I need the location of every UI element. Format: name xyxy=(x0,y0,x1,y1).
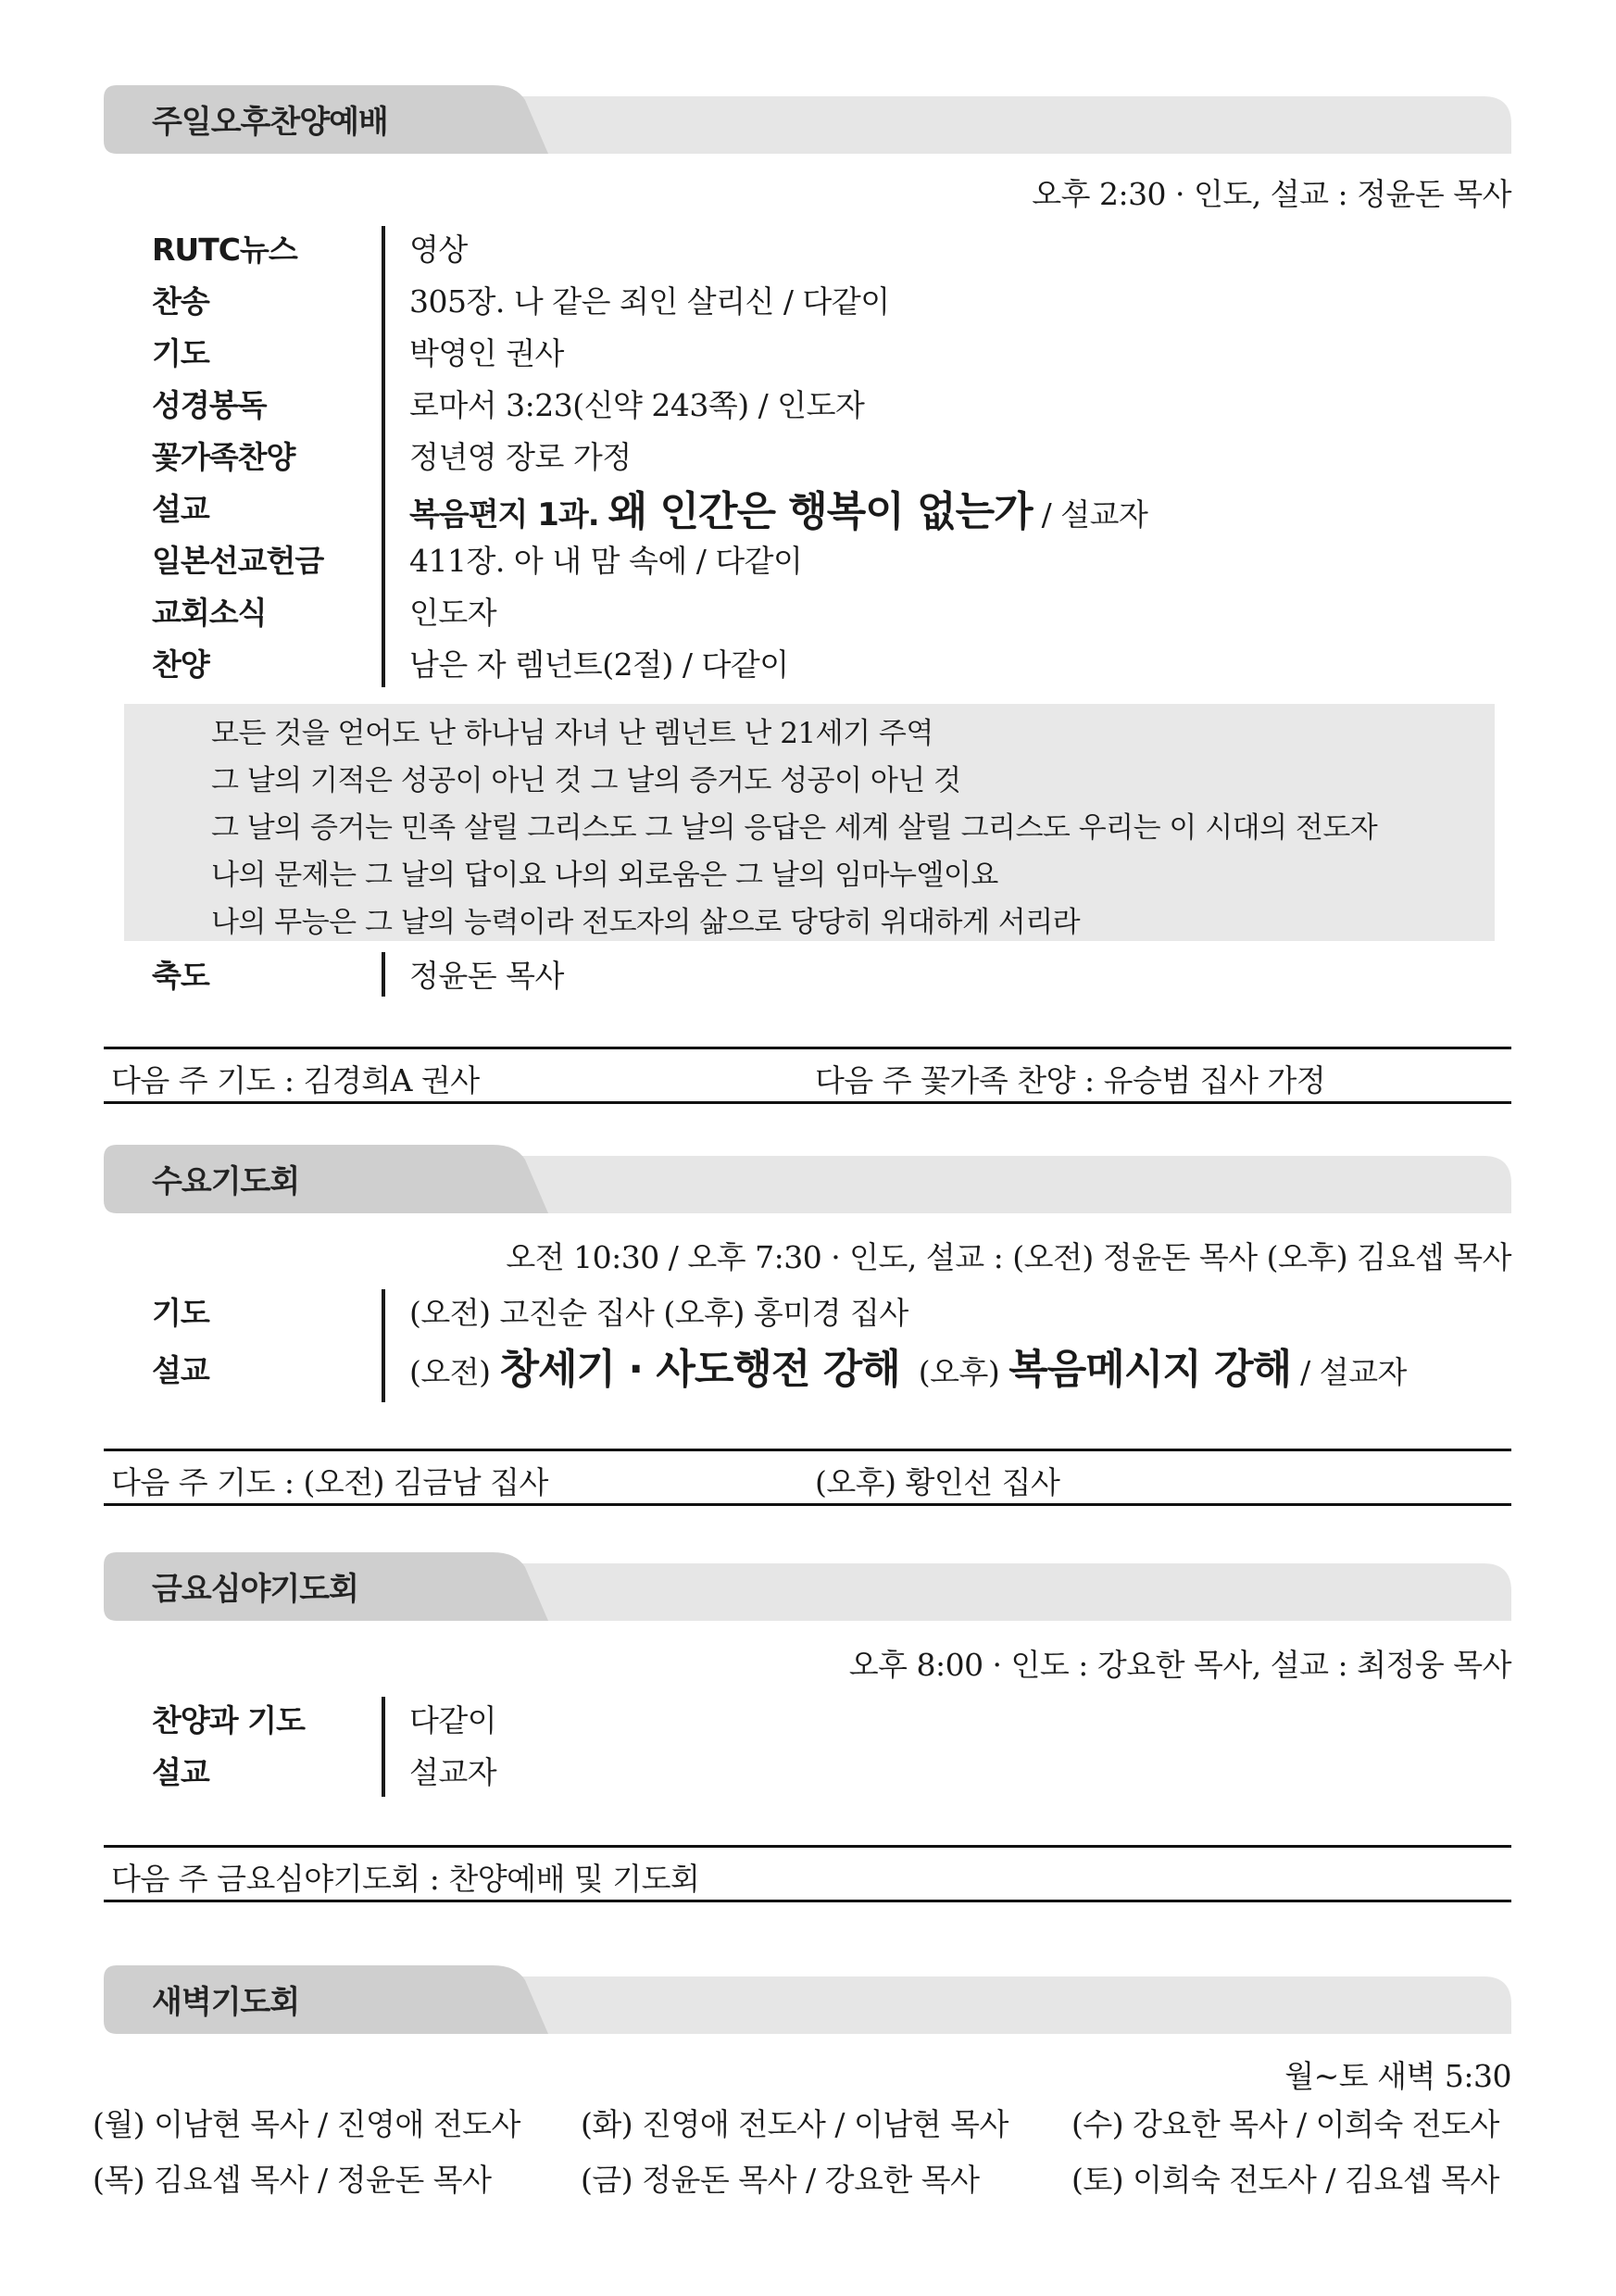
sermon-preacher: / 설교자 xyxy=(1300,1354,1407,1390)
service-info: 오후 2:30 · 인도, 설교 : 정윤돈 목사 xyxy=(1032,176,1511,212)
next-prayer: 다음 주 기도 : 김경희A 권사 xyxy=(111,1062,480,1098)
order-row xyxy=(104,1741,1511,1793)
order-row xyxy=(104,530,1511,582)
order-row xyxy=(104,1282,1511,1334)
lyric-line: 그 날의 증거는 민족 살릴 그리스도 그 날의 응답은 세계 살릴 그리스도 우리는 이 시대의 전도자 xyxy=(211,811,1378,845)
row-label: 꽃가족찬양 xyxy=(152,439,295,475)
lyrics-box xyxy=(124,704,1495,941)
row-label: 교회소식 xyxy=(152,595,267,631)
section-title: 금요심야기도회 xyxy=(152,1571,358,1608)
row-value: 정년영 장로 가정 xyxy=(409,439,632,475)
dawn-schedule-item: (토) 이희숙 전도사 / 김요셉 목사 xyxy=(1071,2162,1499,2198)
wednesday-banner xyxy=(104,1141,1511,1213)
order-row xyxy=(104,270,1511,322)
next-week-bar xyxy=(104,1449,1511,1506)
service-info: 오전 10:30 / 오후 7:30 · 인도, 설교 : (오전) 정윤돈 목사 (오후) 김요셉 목사 xyxy=(506,1239,1511,1275)
lyric-line: 그 날의 기적은 성공이 아닌 것 그 날의 증거도 성공이 아닌 것 xyxy=(211,764,961,797)
order-row xyxy=(104,374,1511,426)
row-value: 영상 xyxy=(409,232,468,268)
lyric-line: 나의 문제는 그 날의 답이요 나의 외로움은 그 날의 임마누엘이요 xyxy=(211,859,998,892)
section-title: 새벽기도회 xyxy=(152,1984,300,2021)
row-label: 찬양과 기도 xyxy=(152,1702,305,1738)
row-label: 설교 xyxy=(152,491,209,527)
order-row xyxy=(104,945,1511,997)
service-info: 월~토 새벽 5:30 xyxy=(1284,2058,1511,2094)
sermon-preacher: / 설교자 xyxy=(1041,496,1148,533)
am-tag: (오전) xyxy=(409,1354,491,1390)
pm-tag: (오후) xyxy=(918,1354,1000,1390)
dawn-schedule-item: (금) 정윤돈 목사 / 강요한 목사 xyxy=(581,2162,980,2198)
row-label: 성경봉독 xyxy=(152,387,267,423)
sunday-section xyxy=(104,82,1511,1110)
dawn-section xyxy=(93,1962,1511,2277)
order-row xyxy=(104,478,1511,535)
order-row xyxy=(104,634,1511,685)
row-value: (오전) 고진순 집사 (오후) 홍미경 집사 xyxy=(409,1295,908,1331)
pm-sermon-title: 복음메시지 강해 xyxy=(1008,1346,1292,1393)
row-value: 411장. 아 내 맘 속에 / 다같이 xyxy=(409,543,803,579)
dawn-schedule-item: (수) 강요한 목사 / 이희숙 전도사 xyxy=(1071,2106,1499,2142)
row-label: 기도 xyxy=(152,1295,209,1331)
sunday-banner xyxy=(104,82,1511,154)
service-info: 오후 8:00 · 인도 : 강요한 목사, 설교 : 최정웅 목사 xyxy=(848,1647,1511,1683)
next-friday-service: 다음 주 금요심야기도회 : 찬양예배 및 기도회 xyxy=(111,1861,700,1897)
dawn-schedule-item: (목) 김요셉 목사 / 정윤돈 목사 xyxy=(93,2162,492,2198)
order-row xyxy=(104,219,1511,270)
row-label: 찬양 xyxy=(152,646,209,683)
banner-shape-icon xyxy=(104,1141,1511,1213)
row-label: RUTC뉴스 xyxy=(152,232,297,268)
sermon-title: 왜 인간은 행복이 없는가 xyxy=(608,488,1033,535)
next-flower-praise: 다음 주 꽃가족 찬양 : 유승범 집사 가정 xyxy=(815,1062,1326,1098)
section-title: 수요기도회 xyxy=(152,1163,300,1200)
dawn-schedule-item: (화) 진영애 전도사 / 이남현 목사 xyxy=(581,2106,1008,2142)
section-title: 주일오후찬양예배 xyxy=(152,104,388,141)
dawn-schedule-item: (월) 이남현 목사 / 진영애 전도사 xyxy=(93,2106,520,2142)
order-row xyxy=(104,426,1511,478)
dawn-banner xyxy=(104,1962,1511,2034)
next-prayer: 다음 주 기도 : (오전) 김금남 집사 xyxy=(111,1464,548,1500)
row-value: 박영인 권사 xyxy=(409,335,564,371)
next-week-bar xyxy=(104,1047,1511,1104)
next-week-bar xyxy=(104,1845,1511,1902)
row-label: 축도 xyxy=(152,958,209,994)
lyric-line: 모든 것을 얻어도 난 하나님 자녀 난 렘넌트 난 21세기 주역 xyxy=(211,717,933,750)
friday-banner xyxy=(104,1549,1511,1621)
sermon-value xyxy=(409,1336,1407,1395)
row-label: 설교 xyxy=(152,1754,209,1790)
banner-shape-icon xyxy=(104,1962,1511,2034)
sermon-value xyxy=(409,478,1147,537)
row-value: 인도자 xyxy=(409,595,497,631)
row-value: 남은 자 렘넌트(2절) / 다같이 xyxy=(409,646,789,683)
wednesday-section xyxy=(104,1141,1511,1521)
sermon-series: 복음편지 1과. xyxy=(409,496,599,533)
friday-order-list xyxy=(104,1689,1511,1793)
row-label: 찬송 xyxy=(152,283,209,320)
wednesday-order-list xyxy=(104,1282,1511,1395)
row-label: 일본선교헌금 xyxy=(152,543,324,579)
am-sermon-title: 창세기 · 사도행전 강해 xyxy=(499,1346,900,1393)
friday-section xyxy=(104,1549,1511,1928)
order-row xyxy=(104,322,1511,374)
next-prayer-pm: (오후) 황인선 집사 xyxy=(815,1464,1060,1500)
row-value: 로마서 3:23(신약 243쪽) / 인도자 xyxy=(409,387,865,423)
row-value: 설교자 xyxy=(409,1754,497,1790)
row-value: 305장. 나 같은 죄인 살리신 / 다같이 xyxy=(409,283,890,320)
sunday-order-list xyxy=(104,219,1511,685)
row-label: 기도 xyxy=(152,335,209,371)
row-value: 다같이 xyxy=(409,1702,497,1738)
row-value: 정윤돈 목사 xyxy=(409,958,564,994)
order-row xyxy=(104,1334,1511,1395)
benediction-row xyxy=(104,945,1511,997)
row-label: 설교 xyxy=(152,1352,209,1388)
order-row xyxy=(104,582,1511,634)
order-row xyxy=(104,1689,1511,1741)
lyric-line: 나의 무능은 그 날의 능력이라 전도자의 삶으로 당당히 위대하게 서리라 xyxy=(211,906,1081,939)
